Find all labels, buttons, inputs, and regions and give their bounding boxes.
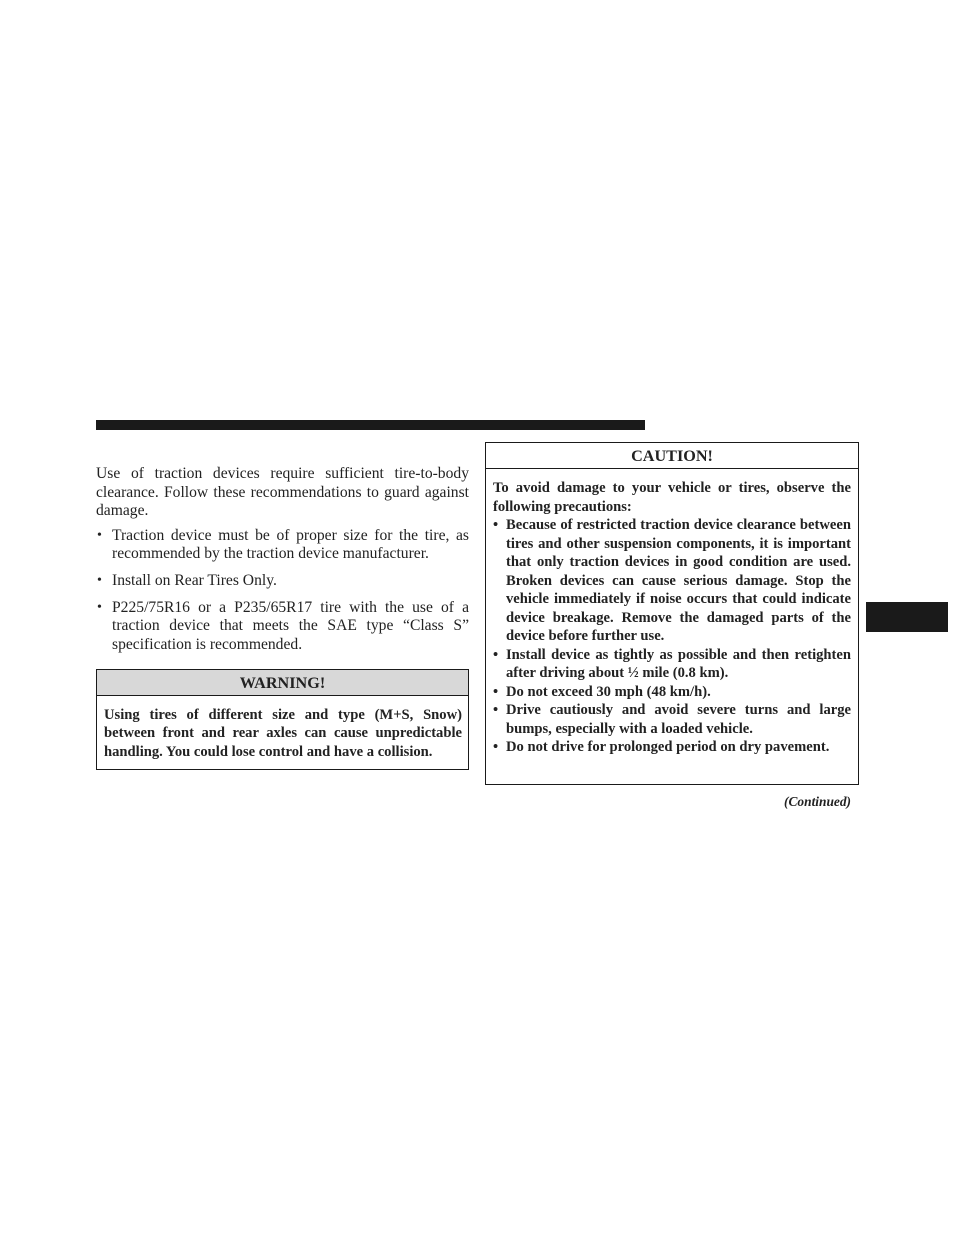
caution-list	[493, 516, 851, 757]
warning-box	[96, 669, 469, 770]
section-rule	[96, 420, 645, 430]
warning-title: WARNING!	[97, 670, 468, 696]
caution-body	[486, 469, 858, 757]
list-item: • Do not exceed 30 mph (48 km/h).	[493, 683, 851, 702]
list-item: • Traction device must be of proper size for the tire, as recommended by the traction device manufacturer.	[96, 527, 469, 564]
list-item: • Do not drive for prolonged period on dry pavement.	[493, 738, 851, 757]
caution-title: CAUTION!	[486, 443, 858, 469]
chapter-tab	[866, 602, 948, 632]
caution-intro: To avoid damage to your vehicle or tires, observe the following precautions:	[493, 480, 851, 515]
list-item: • Install on Rear Tires Only.	[96, 572, 469, 591]
left-column	[96, 465, 469, 662]
list-item: • Install device as tightly as possible and then retighten after driving about ½ mile (0.8 km).	[493, 646, 851, 683]
continued-note: (Continued)	[784, 794, 851, 809]
recommendation-list	[96, 527, 469, 655]
list-item: • Drive cautiously and avoid severe turns and large bumps, especially with a loaded vehicle.	[493, 701, 851, 738]
intro-paragraph: Use of traction devices require sufficient tire-to-body clearance. Follow these recommendations to guard against damage.	[96, 465, 469, 520]
list-item: • Because of restricted traction device clearance between tires and other suspension components, it is important that only traction devices in good condition are used. Broken devices can cause serious damage. Stop the vehicle immediately if noise occurs that could indicate device breakage. Remove the damaged parts of the device before further use.	[493, 516, 851, 646]
list-item: • P225/75R16 or a P235/65R17 tire with the use of a traction device that meets the SAE type “Class S” specification is recommended.	[96, 599, 469, 655]
caution-box	[485, 442, 859, 785]
warning-text: Using tires of different size and type (M+S, Snow) between front and rear axles can cause unpredictable handling. You could lose control and have a collision.	[104, 707, 462, 760]
